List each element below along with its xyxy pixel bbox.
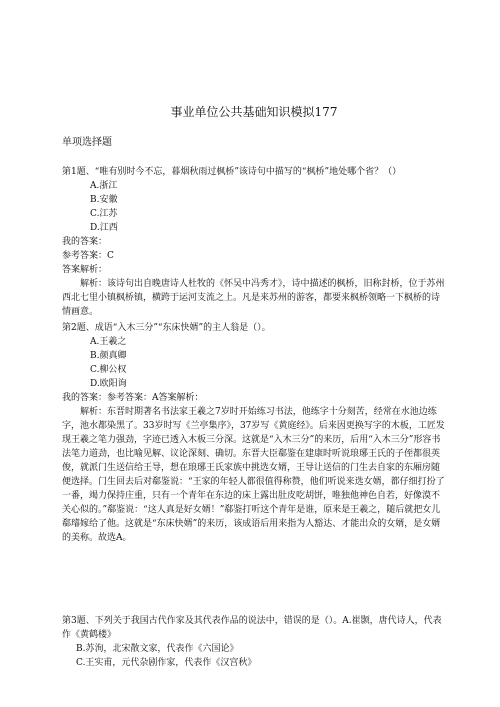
- answer-line: 我的答案：参考答案：A答案解析：: [62, 393, 204, 403]
- analysis-text: 解析：该诗句出自晚唐诗人杜牧的《怀吴中冯秀才》，诗中描述的枫桥，旧称封桥，位于苏州西北七里小镇枫桥镇，横跨于运河支流之上。凡是来苏州的游客，都要来枫桥领略一下枫桥的诗情画意。: [62, 279, 445, 317]
- question-stem: 第2题、成语“入木三分”“东床快婿”的主人翁是（）。: [62, 323, 271, 333]
- option-c: C.王实甫，元代杂剧作家，代表作《汉宫秋》: [76, 658, 257, 668]
- option-a: A.浙江: [90, 181, 118, 191]
- option-b: B.颜真卿: [90, 351, 127, 361]
- analysis-text: 解析：东晋时期著名书法家王羲之7岁时开始练习书法，他练字十分刻苦，经常在水池边练字，池水都染黑了。33岁时写《兰亭集序》，37岁写《黄庭经》。后来因更换写字的木板，工匠发现王羲之笔力强劲，字迹已透入木板三分深。这就是“入木三分”的来历，后用“入木三分”形容书法笔力道劲，也比喻见解、议论深刻、确切。东晋大臣郗鉴在建康时听说琅琊王氏的子侄都很英俊，就派门生送信给王导，想在琅琊王氏家族中挑选女婿，王导让送信的门生去自家的东厢房随便选择。门生回去后对郗鉴说：“王家的年轻人都很值得称赞，他们听说来选女婿，都仔细打扮了一番，竭力保持庄重，只有一个青年在东边的床上露出肚皮吃胡饼，唯独他神色自若，好像漠不关心似的。”郗鉴说：“这人真是好女婿！”郗鉴打听这个青年是谁，原来是王羲之，随后就把女儿郗璿嫁给了他。这就是“东床快婿”的来历，该成语后用来指为人豁达、才能出众的女婿，是女婿的美称。故选A。: [62, 407, 445, 543]
- option-c: C.柳公权: [90, 365, 127, 375]
- question-3: [62, 614, 446, 670]
- option-c: C.江苏: [90, 209, 118, 219]
- analysis-label: 答案解析：: [62, 265, 108, 275]
- reference-answer: 参考答案：C: [62, 251, 114, 261]
- my-answer: 我的答案：: [62, 237, 108, 247]
- page-title: 事业单位公共基础知识模拟177: [170, 105, 338, 119]
- section-heading: 单项选择题: [62, 137, 112, 148]
- question-stem: 第1题、“唯有别时今不忘，暮烟秋雨过枫桥”该诗句中描写的“枫桥”地处哪个省？（）: [62, 167, 402, 177]
- option-b: B.苏洵，北宋散文家，代表作《六国论》: [76, 644, 239, 654]
- option-b: B.安徽: [90, 195, 118, 205]
- question-stem: 第3题、下列关于我国古代作家及其代表作品的说法中，错误的是（）。A.崔颢，唐代诗人，代表作《黄鹤楼》: [62, 616, 442, 640]
- option-a: A.王羲之: [90, 337, 127, 347]
- option-d: D.欧阳询: [90, 379, 127, 389]
- option-d: D.江西: [90, 223, 118, 233]
- question-1: [62, 165, 446, 319]
- question-2: [62, 321, 446, 545]
